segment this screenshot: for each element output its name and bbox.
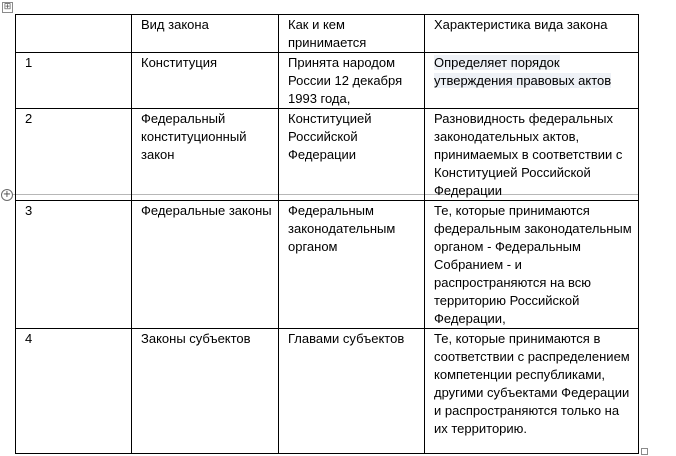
adopted-by: Федеральным законодательным органом bbox=[288, 203, 396, 254]
table-header-row bbox=[16, 15, 639, 53]
row-number: 2 bbox=[25, 111, 33, 126]
row-number-cell[interactable] bbox=[16, 53, 132, 109]
characteristic-cell[interactable] bbox=[425, 53, 639, 109]
adopted-by: Главами субъектов bbox=[288, 331, 405, 346]
adopted-by-cell[interactable] bbox=[279, 109, 425, 201]
adopted-by: Принята народом России 12 декабря 1993 года, bbox=[288, 55, 403, 106]
header-law-type-cell[interactable] bbox=[132, 15, 279, 53]
table-row bbox=[16, 329, 639, 454]
law-type: Федеральный конституционный закон bbox=[141, 111, 247, 162]
header-adopted-by-cell[interactable] bbox=[279, 15, 425, 53]
header-law-type: Вид закона bbox=[141, 17, 209, 32]
characteristic: Определяет порядок утверждения правовых актов bbox=[434, 55, 612, 88]
row-number: 1 bbox=[25, 55, 33, 70]
header-adopted-by: Как и кем принимается bbox=[288, 17, 367, 50]
row-number-cell[interactable] bbox=[16, 109, 132, 201]
adopted-by-cell[interactable] bbox=[279, 201, 425, 329]
law-type: Конституция bbox=[141, 55, 218, 70]
characteristic-cell[interactable] bbox=[425, 109, 639, 201]
law-type-cell[interactable] bbox=[132, 53, 279, 109]
table-resize-handle[interactable] bbox=[641, 448, 648, 455]
law-type-cell[interactable] bbox=[132, 201, 279, 329]
table-row bbox=[16, 201, 639, 329]
characteristic: Разновидность федеральных законодательных актов, принимаемых в соответствии с Конституцией Российской Федерации bbox=[434, 111, 623, 198]
adopted-by: Конституцией Российской Федерации bbox=[288, 111, 372, 162]
adopted-by-cell[interactable] bbox=[279, 329, 425, 454]
characteristic-cell[interactable] bbox=[425, 201, 639, 329]
header-number-cell[interactable] bbox=[16, 15, 132, 53]
characteristic: Те, которые принимаются в соответствии с распределением компетенции республиками, другими субъектами Федерации и распространяются только на их территорию. bbox=[434, 331, 630, 436]
row-number-cell[interactable] bbox=[16, 329, 132, 454]
law-type-cell[interactable] bbox=[132, 109, 279, 201]
law-type: Федеральные законы bbox=[141, 203, 272, 218]
row-number-cell[interactable] bbox=[16, 201, 132, 329]
characteristic-cell[interactable] bbox=[425, 329, 639, 454]
table-move-handle-icon[interactable]: ⊞ bbox=[3, 2, 12, 12]
row-number: 3 bbox=[25, 203, 33, 218]
adopted-by-cell[interactable] bbox=[279, 53, 425, 109]
characteristic: Те, которые принимаются федеральным законодательным органом - Федеральным Собранием - и распространяются на всю территорию Российской Федерации, bbox=[434, 203, 632, 326]
table-row bbox=[16, 109, 639, 201]
header-characteristic-cell[interactable] bbox=[425, 15, 639, 53]
insert-row-plus-icon[interactable]: + bbox=[2, 189, 12, 200]
header-characteristic: Характеристика вида закона bbox=[434, 17, 608, 32]
law-type: Законы субъектов bbox=[141, 331, 251, 346]
row-number: 4 bbox=[25, 331, 33, 346]
law-types-table bbox=[15, 14, 639, 454]
law-type-cell[interactable] bbox=[132, 329, 279, 454]
table-row bbox=[16, 53, 639, 109]
